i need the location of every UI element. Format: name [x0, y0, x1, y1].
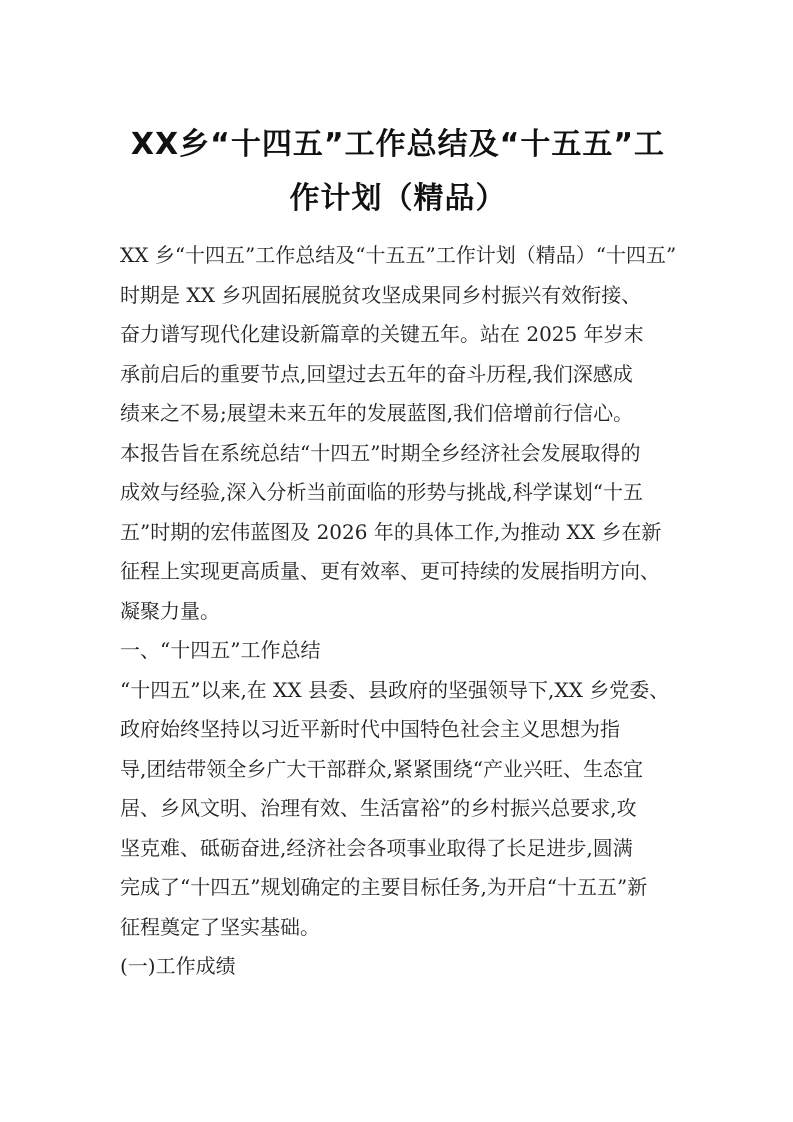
title-line: XX乡“十四五”工作总结及“十五五”工: [130, 127, 666, 162]
paragraph-line: 导,团结带领全乡广大干部群众,紧紧围绕“产业兴旺、生态宜: [120, 756, 643, 781]
paragraph-line: 征程上实现更高质量、更有效率、更可持续的发展指明方向、: [120, 559, 660, 583]
document-title: [118, 118, 678, 226]
subsection-heading: (一)工作成绩: [120, 954, 236, 978]
paragraph-line: 成效与经验,深入分析当前面临的形势与挑战,科学谋划“十五: [120, 480, 643, 504]
paragraph-line: 本报告旨在系统总结“十四五”时期全乡经济社会发展取得的: [120, 440, 641, 465]
paragraph-line: 坚克难、砥砺奋进,经济社会各项事业取得了长足进步,圆满: [120, 835, 633, 860]
paragraph-line: 完成了“十四五”规划确定的主要目标任务,为开启“十五五”新: [120, 875, 648, 899]
paragraph-line: 奋力谱写现代化建设新篇章的关键五年。站在 2025 年岁末: [120, 322, 644, 346]
section-heading: 一、“十四五”工作总结: [120, 638, 321, 662]
paragraph-line: 时期是 XX 乡巩固拓展脱贫攻坚成果同乡村振兴有效衔接、: [120, 282, 642, 307]
paragraph-line: 政府始终坚持以习近平新时代中国特色社会主义思想为指: [120, 717, 620, 741]
paragraph-line: 绩来之不易;展望未来五年的发展蓝图,我们倍增前行信心。: [120, 401, 634, 425]
paragraph-line: 五”时期的宏伟蓝图及 2026 年的具体工作,为推动 XX 乡在新: [120, 519, 662, 544]
paragraph-line: 承前启后的重要节点,回望过去五年的奋斗历程,我们深感成: [120, 361, 633, 386]
title-line: 作计划（精品）: [289, 181, 507, 216]
paragraph-line: 征程奠定了坚实基础。: [120, 914, 320, 939]
paragraph-line: 凝聚力量。: [120, 598, 220, 623]
paragraph-line: XX 乡“十四五”工作总结及“十五五”工作计划（精品）“十四五”: [120, 243, 677, 267]
paragraph-line: 居、乡风文明、治理有效、生活富裕”的乡村振兴总要求,攻: [120, 796, 637, 820]
paragraph-line: “十四五”以来,在 XX 县委、县政府的坚强领导下,XX 乡党委、: [120, 677, 670, 702]
document-body: [120, 236, 680, 987]
